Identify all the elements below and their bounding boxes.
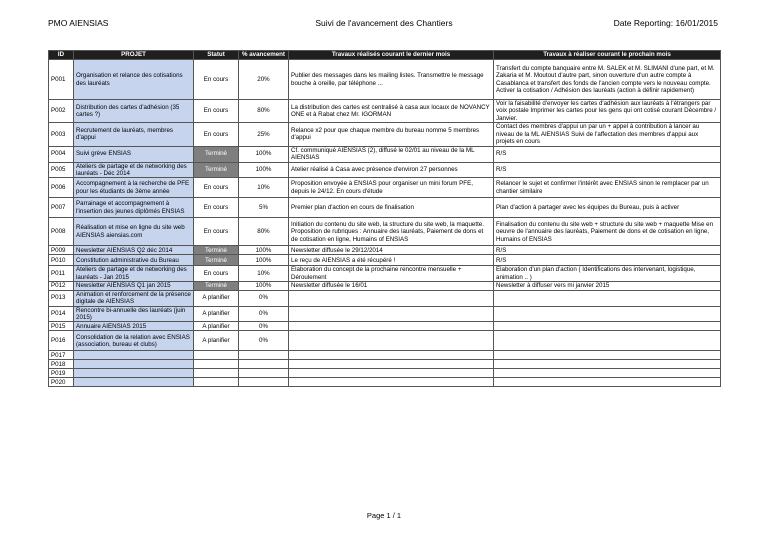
cell-realises — [289, 306, 494, 322]
cell-statut: Terminé — [194, 246, 239, 255]
cell-id: P012 — [49, 282, 74, 290]
cell-realises: Publier des messages dans les mailing listes. Transmettre le message bouche à oreille, par téléphone ... — [289, 60, 494, 100]
cell-avancement: 80% — [239, 218, 289, 246]
cell-statut: Terminé — [194, 255, 239, 266]
table-row — [49, 60, 721, 100]
cell-statut: Terminé — [194, 146, 239, 162]
cell-a-realiser — [494, 378, 721, 387]
cell-avancement: 100% — [239, 282, 289, 290]
cell-a-realiser — [494, 290, 721, 306]
table-row — [49, 378, 721, 387]
cell-realises: Cf. communiqué AIENSIAS (2), diffusé le 02/01 au niveau de la ML AIENSIAS — [289, 146, 494, 162]
cell-avancement: 0% — [239, 306, 289, 322]
cell-projet: Ateliers de partage et de networking des lauréats - Jan 2015 — [74, 266, 194, 282]
cell-id: P003 — [49, 123, 74, 146]
report-title: Suivi de l'avancement des Chantiers — [315, 18, 453, 28]
cell-projet: Rencontre bi-annuelle des lauréats (juin 2015) — [74, 306, 194, 322]
cell-projet: Consolidation de la relation avec ENSIAS (association, bureau et clubs) — [74, 331, 194, 351]
table-row — [49, 369, 721, 378]
cell-realises: Premier plan d'action en cours de finalisation — [289, 198, 494, 218]
cell-avancement — [239, 351, 289, 360]
cell-id: P020 — [49, 378, 74, 387]
cell-id: P007 — [49, 198, 74, 218]
cell-a-realiser — [494, 322, 721, 331]
cell-projet: Distribution des cartes d'adhésion (35 cartes ?) — [74, 100, 194, 123]
table-row — [49, 123, 721, 146]
cell-id: P015 — [49, 322, 74, 331]
cell-realises: Le reçu de AIENSIAS a été récupéré ! — [289, 255, 494, 266]
column-header-realises: Travaux réalisés courant le dernier mois — [289, 51, 494, 60]
cell-realises: Relance x2 pour que chaque membre du bureau nomme 5 membres d'appui — [289, 123, 494, 146]
cell-avancement: 100% — [239, 246, 289, 255]
cell-avancement: 10% — [239, 266, 289, 282]
cell-projet: Newsletter AIENSIAS Q1 jan 2015 — [74, 282, 194, 290]
cell-avancement: 0% — [239, 322, 289, 331]
cell-a-realiser: Finalisation du contenu du site web + structure du site web + maquette Mise en oeuvre de l'annuaire des lauréats, Paiement de dons et de cotisation en ligne, Humains of ENSIAS — [494, 218, 721, 246]
page-number: Page 1 / 1 — [366, 511, 402, 520]
cell-a-realiser: R/S — [494, 246, 721, 255]
column-header-avancement: % avancement — [239, 51, 289, 60]
cell-id: P018 — [49, 360, 74, 369]
report-date: Date Reporting: 16/01/2015 — [613, 18, 718, 28]
cell-avancement: 10% — [239, 178, 289, 198]
cell-realises: Newsletter diffusée le 16/01 — [289, 282, 494, 290]
column-header-projet: PROJET — [74, 51, 194, 60]
table-header-row — [49, 51, 721, 60]
cell-avancement — [239, 378, 289, 387]
cell-a-realiser — [494, 360, 721, 369]
cell-projet — [74, 351, 194, 360]
cell-statut: En cours — [194, 60, 239, 100]
cell-projet: Organisation et relance des cotisations des lauréats — [74, 60, 194, 100]
cell-id: P009 — [49, 246, 74, 255]
cell-avancement — [239, 360, 289, 369]
table-row — [49, 322, 721, 331]
column-header-a-realiser: Travaux à réaliser courant le prochain mois — [494, 51, 721, 60]
table-row — [49, 255, 721, 266]
cell-statut: En cours — [194, 266, 239, 282]
cell-realises: La distribution des cartes est centralisé à casa aux locaux de NOVANCY ONE et à Rabat chez Mr. IGORMAN — [289, 100, 494, 123]
cell-statut: En cours — [194, 198, 239, 218]
table-row — [49, 351, 721, 360]
cell-projet — [74, 360, 194, 369]
cell-a-realiser: R/S — [494, 162, 721, 178]
cell-a-realiser: R/S — [494, 146, 721, 162]
cell-a-realiser: Relancer le sujet et confirmer l'intérêt avec ENSIAS sinon le remplacer par un chantier similaire — [494, 178, 721, 198]
table-row — [49, 360, 721, 369]
table-row — [49, 306, 721, 322]
cell-statut: A planifier — [194, 322, 239, 331]
cell-projet: Animation et renforcement de la présence digitale de AIENSIAS — [74, 290, 194, 306]
cell-a-realiser: Newsletter à diffuser vers mi janvier 2015 — [494, 282, 721, 290]
cell-realises — [289, 290, 494, 306]
cell-id: P017 — [49, 351, 74, 360]
cell-projet: Newsletter AIENSIAS Q2 déc 2014 — [74, 246, 194, 255]
cell-avancement: 0% — [239, 331, 289, 351]
cell-a-realiser: Voir la faisabilité d'envoyer les cartes d'adhésion aux lauréats à l'étrangers par voix postale Imprimer les cartes pour les gens qui ont cotisé courant Décembre / Janvier. — [494, 100, 721, 123]
table-row — [49, 162, 721, 178]
org-title: PMO AIENSIAS — [48, 18, 109, 28]
cell-statut: Terminé — [194, 162, 239, 178]
cell-a-realiser: Elaboration d'un plan d'action ( Identifications des intervenant, logistique, animation .. ) — [494, 266, 721, 282]
table-row — [49, 266, 721, 282]
cell-statut — [194, 378, 239, 387]
cell-avancement — [239, 369, 289, 378]
cell-avancement: 0% — [239, 290, 289, 306]
cell-projet: Parrainage et accompagnement à l'insertion des jeunes diplômés ENSIAS — [74, 198, 194, 218]
projects-table — [48, 50, 721, 387]
cell-projet: Constitution administrative du Bureau — [74, 255, 194, 266]
table-row — [49, 218, 721, 246]
cell-projet: Recrutement de lauréats, membres d'appui — [74, 123, 194, 146]
cell-realises — [289, 369, 494, 378]
table-row — [49, 246, 721, 255]
table-body — [49, 60, 721, 387]
cell-a-realiser — [494, 306, 721, 322]
table-row — [49, 282, 721, 290]
cell-a-realiser — [494, 351, 721, 360]
cell-a-realiser: Transfert du compte banquaire entre M. SALEK et M. SLIMANI d'une part, et M. Zakaria et M. Moutout d'autre part, sinon ouverture d'un autre compte à Casablanca et transfert des fonds de l'ancien compte vers le nouveau compte. Activer la cotisation / Adhésion des lauréats (action à définir rapidement) — [494, 60, 721, 100]
cell-statut: En cours — [194, 100, 239, 123]
cell-realises — [289, 322, 494, 331]
cell-a-realiser — [494, 369, 721, 378]
cell-statut: A planifier — [194, 331, 239, 351]
cell-avancement: 25% — [239, 123, 289, 146]
cell-projet — [74, 369, 194, 378]
cell-avancement: 100% — [239, 255, 289, 266]
cell-statut: Terminé — [194, 282, 239, 290]
table-row — [49, 331, 721, 351]
cell-id: P016 — [49, 331, 74, 351]
cell-id: P014 — [49, 306, 74, 322]
column-header-statut: Statut — [194, 51, 239, 60]
cell-projet: Réalisation et mise en ligne du site web AIENSIAS aiensias.com — [74, 218, 194, 246]
cell-projet: Annuaire AIENSIAS 2015 — [74, 322, 194, 331]
cell-avancement: 80% — [239, 100, 289, 123]
cell-projet: Suivi grève ENSIAS — [74, 146, 194, 162]
cell-id: P011 — [49, 266, 74, 282]
cell-id: P006 — [49, 178, 74, 198]
cell-realises: Newsletter diffusée le 29/12/2014 — [289, 246, 494, 255]
table-row — [49, 146, 721, 162]
column-header-id: ID — [49, 51, 74, 60]
cell-realises: Initiation du contenu du site web, la structure du site web, la maquette. Proposition de rubriques : Annuaire des lauréats, Paiement de dons et de cotisation en ligne, Humains of ENSIAS — [289, 218, 494, 246]
cell-statut: En cours — [194, 178, 239, 198]
table-row — [49, 290, 721, 306]
cell-id: P004 — [49, 146, 74, 162]
cell-realises — [289, 360, 494, 369]
cell-a-realiser: Contact des membres d'appui un par un + appel à contribution à lancer au niveau de la ML AIENSIAS Suivi de l'affectation des membres d'appui aux projets en cours — [494, 123, 721, 146]
cell-realises — [289, 351, 494, 360]
cell-id: P005 — [49, 162, 74, 178]
cell-projet — [74, 378, 194, 387]
table-row — [49, 100, 721, 123]
table-row — [49, 198, 721, 218]
cell-projet: Accompagnement à la recherche de PFE pour les étudiants de 3ème année — [74, 178, 194, 198]
cell-statut — [194, 360, 239, 369]
table-row — [49, 178, 721, 198]
cell-realises: Elaboration du concept de la prochaine rencontre mensuelle + Déroulement — [289, 266, 494, 282]
cell-a-realiser — [494, 331, 721, 351]
cell-statut: En cours — [194, 123, 239, 146]
cell-realises — [289, 331, 494, 351]
cell-statut: A planifier — [194, 290, 239, 306]
cell-a-realiser: Plan d'action à partager avec les équipes du Bureau, puis à activer — [494, 198, 721, 218]
cell-statut — [194, 351, 239, 360]
cell-id: P019 — [49, 369, 74, 378]
cell-id: P001 — [49, 60, 74, 100]
cell-id: P002 — [49, 100, 74, 123]
cell-statut — [194, 369, 239, 378]
cell-id: P010 — [49, 255, 74, 266]
cell-id: P013 — [49, 290, 74, 306]
cell-realises: Proposition envoyée à ENSIAS pour organiser un mini forum PFE, depuis le 24/12. En cours d'étude — [289, 178, 494, 198]
cell-realises — [289, 378, 494, 387]
cell-avancement: 100% — [239, 162, 289, 178]
cell-id: P008 — [49, 218, 74, 246]
cell-statut: A planifier — [194, 306, 239, 322]
cell-statut: En cours — [194, 218, 239, 246]
cell-projet: Ateliers de partage et de networking des lauréats - Déc 2014 — [74, 162, 194, 178]
cell-realises: Atelier réalisé à Casa avec présence d'environ 27 personnes — [289, 162, 494, 178]
cell-avancement: 20% — [239, 60, 289, 100]
cell-a-realiser: R/S — [494, 255, 721, 266]
cell-avancement: 5% — [239, 198, 289, 218]
cell-avancement: 100% — [239, 146, 289, 162]
